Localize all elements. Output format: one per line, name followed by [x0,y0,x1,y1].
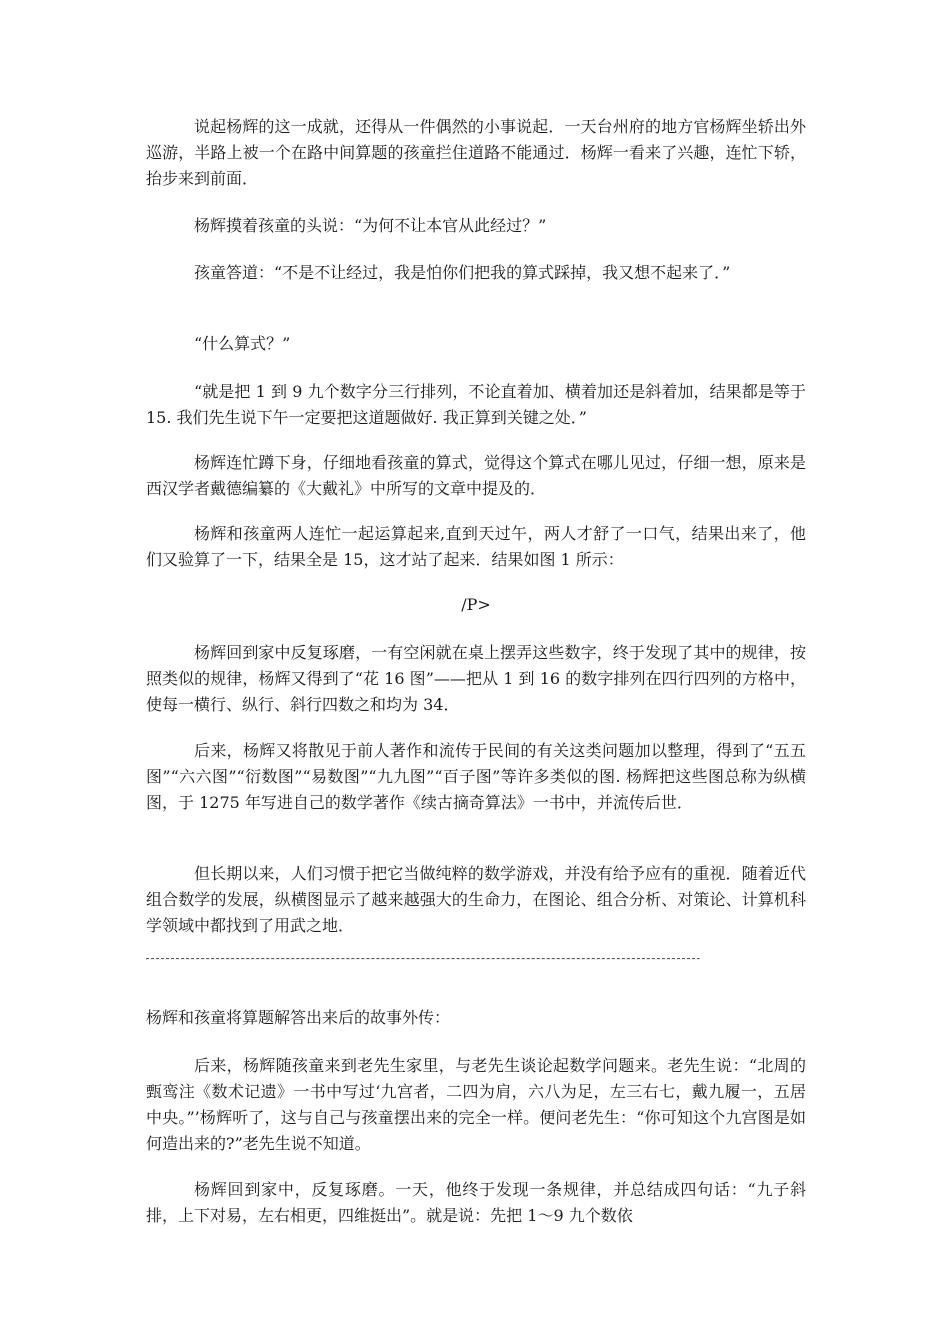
paragraph-6: 杨辉连忙蹲下身，仔细地看孩童的算式，觉得这个算式在哪儿见过，仔细一想，原来是西汉学者戴德编纂的《大戴礼》中所写的文章中提及的． [146,453,806,498]
section-heading: 杨辉和孩童将算题解答出来后的故事外传： [146,1008,451,1027]
paragraph-10: 后来，杨辉又将散见于前人著作和流传于民间的有关这类问题加以整理，得到了“五五图”“六六图”“衍数图”“易数图”“九九图”“百子图”等许多类似的图. 杨辉把这些图总称为纵横图，于 1275 年写进自己的数学著作《续古摘奇算法》一书中，并流传后世． [146,741,806,812]
paragraph-2: 杨辉摸着孩童的头说：“为何不让本官从此经过？” [194,216,547,235]
paragraph-9: 杨辉回到家中反复琢磨，一有空闲就在桌上摆弄这些数字，终于发现了其中的规律，按照类似的规律，杨辉又得到了“花 16 图”——把从 1 到 16 的数字排列在四行四列的方格中，使每一横行、纵行、斜行四数之和均为 34． [146,643,806,714]
paragraph-14: 杨辉回到家中，反复琢磨。一天，他终于发现一条规律，并总结成四句话：“九子斜排，上下对易，左右相更，四维挺出”。就是说：先把 1～9 九个数依 [146,1180,806,1225]
paragraph-5: “就是把 1 到 9 九个数字分三行排列，不论直着加、横着加还是斜着加，结果都是等于 15. 我们先生说下午一定要把这道题做好. 我正算到关键之处．” [146,382,806,427]
paragraph-4: “什么算式？” [194,334,291,353]
paragraph-3: 孩童答道：“不是不让经过，我是怕你们把我的算式踩掉，我又想不起来了．” [194,263,731,282]
paragraph-11: 但长期以来，人们习惯于把它当做纯粹的数学游戏，并没有给予应有的重视．随着近代组合数学的发展，纵横图显示了越来越强大的生命力，在图论、组合分析、对策论、计算机科学领域中都找到了用武之地． [146,864,806,935]
paragraph-7: 杨辉和孩童两人连忙一起运算起来,直到天过午，两人才舒了一口气，结果出来了，他们又验算了一下，结果全是 15，这才站了起来．结果如图 1 所示： [146,524,806,569]
paragraph-1: 说起杨辉的这一成就，还得从一件偶然的小事说起．一天台州府的地方官杨辉坐轿出外巡游，半路上被一个在路中间算题的孩童拦住道路不能通过．杨辉一看来了兴趣，连忙下轿，抬步来到前面． [146,117,806,188]
figure-placeholder: /P> [461,595,491,614]
paragraph-13: 后来，杨辉随孩童来到老先生家里，与老先生谈论起数学问题来。老先生说：“北周的甄鸾注《数术记遗》一书中写过‘九宫者，二四为肩，六八为足，左三右七，戴九履一，五居中央。”’杨辉听了，这与自己与孩童摆出来的完全一样。便问老先生：“你可知这个九宫图是如何造出来的?”老先生说不知道。 [146,1056,806,1153]
section-divider [146,958,700,960]
